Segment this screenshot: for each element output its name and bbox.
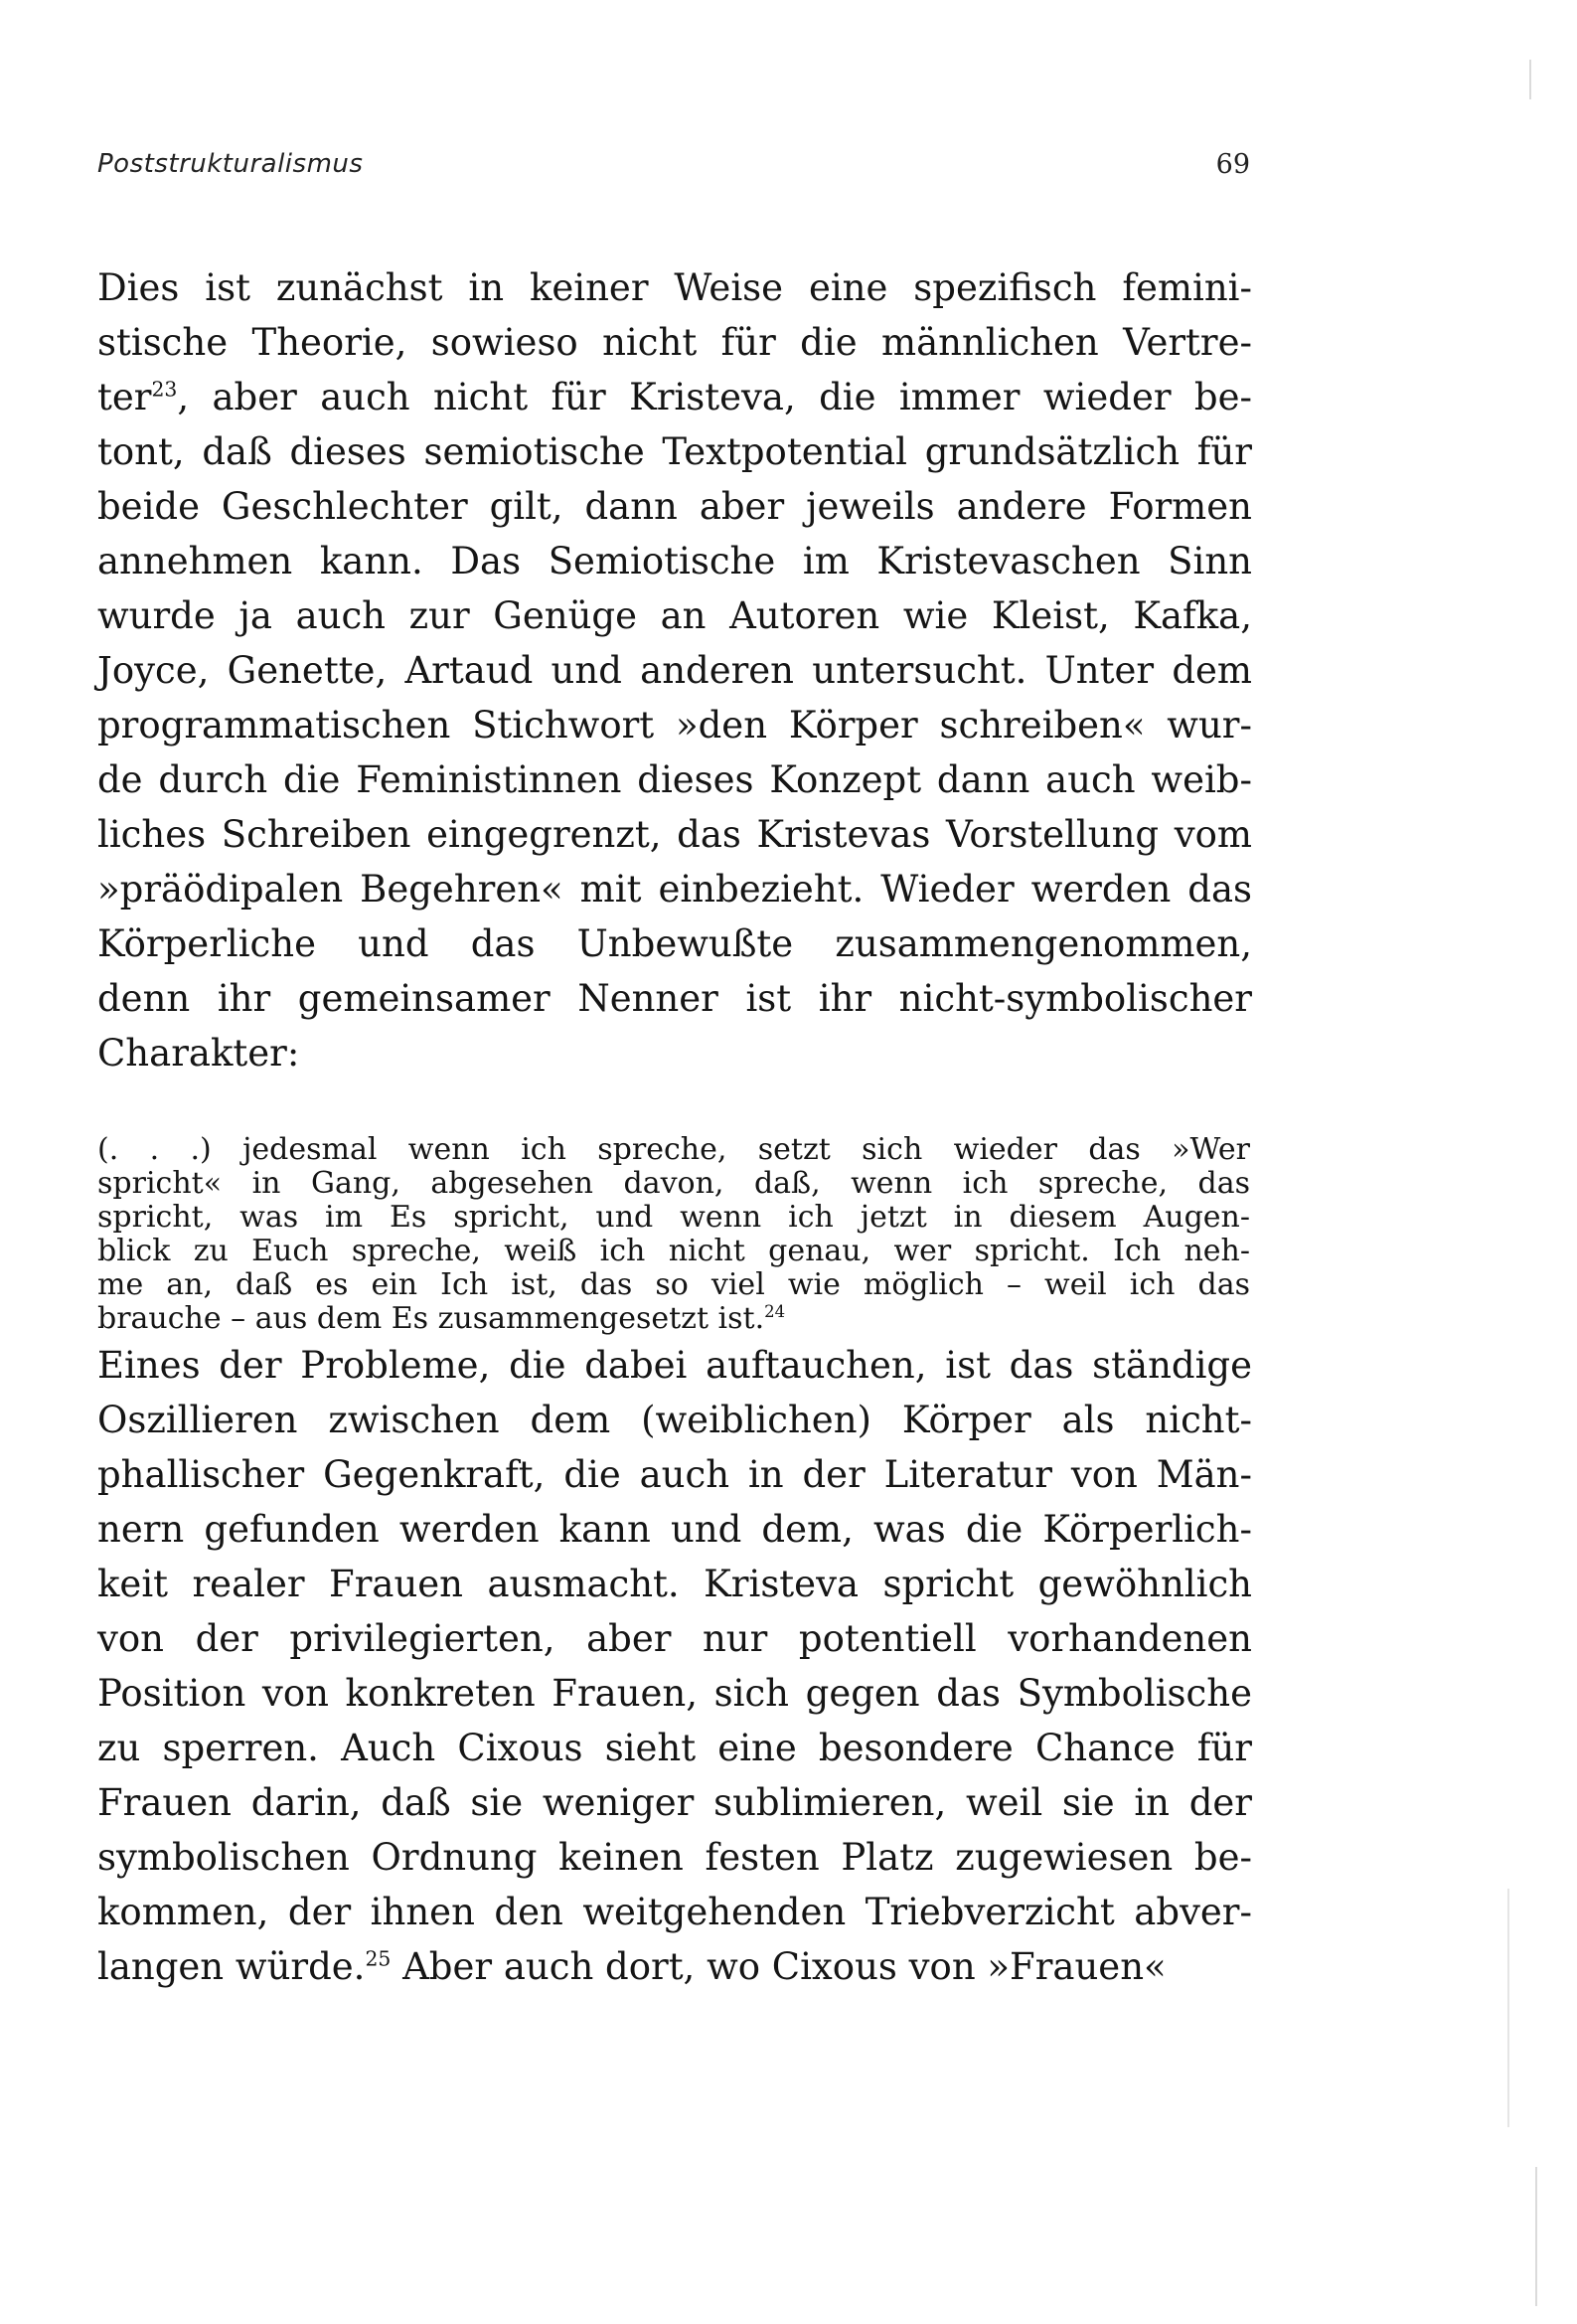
- quote-line: blick zu Euch spreche, weiß ich nicht genau, wer spricht. Ich neh-: [97, 1234, 1250, 1268]
- paragraph-2-line: Oszillieren zwischen dem (weiblichen) Körper als nicht-: [97, 1399, 1252, 1441]
- paragraph-2-line: kommen, der ihnen den weitgehenden Triebverzicht abver-: [97, 1891, 1252, 1933]
- paragraph-1-line: Charakter:: [97, 1032, 300, 1075]
- paragraph-1-line: Joyce, Genette, Artaud und anderen untersucht. Unter dem: [97, 649, 1252, 692]
- running-title: Poststrukturalismus: [97, 149, 364, 179]
- paragraph-2-line: zu sperren. Auch Cixous sieht eine besondere Chance für: [97, 1727, 1252, 1769]
- quote-line: me an, daß es ein Ich ist, das so viel wie möglich – weil ich das: [97, 1267, 1250, 1302]
- quote-line: spricht, was im Es spricht, und wenn ich jetzt in diesem Augen-: [97, 1200, 1250, 1235]
- paragraph-1-line: de durch die Feministinnen dieses Konzept dann auch weib-: [97, 758, 1252, 801]
- scan-margin-specks: [1488, 0, 1577, 2324]
- paragraph-1-line: Dies ist zunächst in keiner Weise eine spezifisch femini-: [97, 266, 1252, 309]
- body-paragraph-1: [97, 260, 1252, 1080]
- quote-line: [97, 1302, 1250, 1336]
- footnote-marker: 23: [151, 377, 178, 402]
- line-text: , aber auch nicht für Kristeva, die immer wieder be-: [177, 376, 1252, 418]
- paragraph-1-line: »präödipalen Begehren« mit einbezieht. Wieder werden das: [97, 868, 1252, 911]
- paragraph-1-line: denn ihr gemeinsamer Nenner ist ihr nicht-symbolischer: [97, 977, 1252, 1020]
- paragraph-2-line: Eines der Probleme, die dabei auftauchen, ist das ständige: [97, 1344, 1252, 1387]
- paragraph-1-line: programmatischen Stichwort »den Körper schreiben« wur-: [97, 704, 1252, 747]
- paragraph-2-line: phallischer Gegenkraft, die auch in der Literatur von Män-: [97, 1453, 1252, 1496]
- quote-line: (. . .) jedesmal wenn ich spreche, setzt sich wieder das »Wer: [97, 1132, 1250, 1167]
- line-text: langen würde.: [97, 1945, 366, 1988]
- paragraph-1-line: beide Geschlechter gilt, dann aber jeweils andere Formen: [97, 485, 1252, 528]
- body-paragraph-2: [97, 1338, 1252, 1994]
- line-text: Aber auch dort, wo Cixous von »Frauen«: [391, 1945, 1167, 1988]
- paragraph-1-line: wurde ja auch zur Genüge an Autoren wie Kleist, Kafka,: [97, 594, 1252, 637]
- paragraph-1-line: tont, daß dieses semiotische Textpotential grundsätzlich für: [97, 430, 1252, 473]
- paragraph-1-line: [97, 370, 1252, 424]
- paragraph-2-line: Frauen darin, daß sie weniger sublimieren, weil sie in der: [97, 1781, 1252, 1824]
- line-text: brauche – aus dem Es zusammengesetzt ist.: [97, 1301, 765, 1336]
- quote-line: spricht« in Gang, abgesehen davon, daß, wenn ich spreche, das: [97, 1166, 1250, 1201]
- block-quote: [97, 1133, 1250, 1336]
- page-number: 69: [1215, 149, 1250, 180]
- paragraph-1-line: stische Theorie, sowieso nicht für die männlichen Vertre-: [97, 321, 1252, 364]
- paragraph-1-line: annehmen kann. Das Semiotische im Kristevaschen Sinn: [97, 540, 1252, 582]
- line-text: ter: [97, 376, 152, 418]
- footnote-marker: 24: [764, 1302, 786, 1321]
- paragraph-2-line: [97, 1939, 1252, 1994]
- running-head: [97, 149, 1250, 189]
- paragraph-2-line: symbolischen Ordnung keinen festen Platz zugewiesen be-: [97, 1836, 1252, 1879]
- footnote-marker: 25: [365, 1946, 392, 1971]
- paragraph-2-line: nern gefunden werden kann und dem, was die Körperlich-: [97, 1508, 1252, 1551]
- paragraph-2-line: Position von konkreten Frauen, sich gegen das Symbolische: [97, 1672, 1252, 1715]
- paragraph-1-line: liches Schreiben eingegrenzt, das Kristevas Vorstellung vom: [97, 813, 1252, 856]
- paragraph-1-line: Körperliche und das Unbewußte zusammengenommen,: [97, 922, 1252, 965]
- paragraph-2-line: keit realer Frauen ausmacht. Kristeva spricht gewöhnlich: [97, 1563, 1252, 1605]
- paragraph-2-line: von der privilegierten, aber nur potentiell vorhandenen: [97, 1617, 1252, 1660]
